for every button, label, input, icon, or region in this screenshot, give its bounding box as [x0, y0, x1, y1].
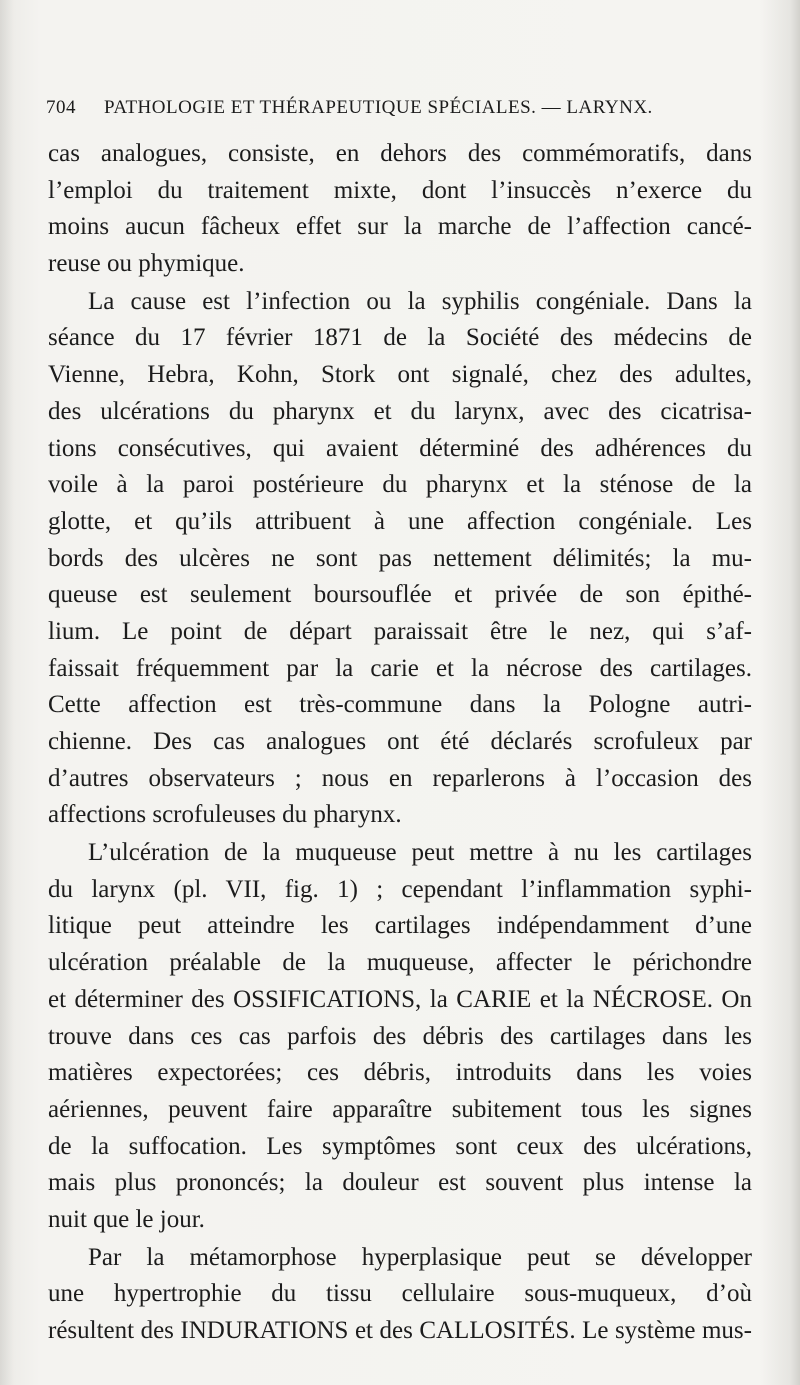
text-line: Par la métamorphose hyperplasique peut se développer	[88, 1243, 752, 1271]
text-line: Cette affection est très-commune dans la Pologne autri-	[48, 691, 752, 719]
text-line: L’ulcération de la muqueuse peut mettre à nu les cartilages	[88, 839, 752, 867]
text-line: mais plus prononcés; la douleur est souvent plus intense la	[48, 1169, 752, 1197]
page-number: 704	[46, 97, 76, 118]
text-line: faissait fréquemment par la carie et la nécrose des cartilages.	[48, 654, 752, 682]
text-line: reuse ou phymique.	[48, 250, 245, 278]
text-line: queuse est seulement boursouflée et privée de son épithé-	[48, 581, 752, 609]
text-line: lium. Le point de départ paraissait être le nez, qui s’af-	[48, 617, 752, 645]
text-line: voile à la paroi postérieure du pharynx et la sténose de la	[48, 471, 752, 499]
text-line: La cause est l’infection ou la syphilis congéniale. Dans la	[88, 287, 752, 315]
text-line: litique peut atteindre les cartilages indépendamment d’une	[48, 912, 752, 940]
text-line: trouve dans ces cas parfois des débris des cartilages dans les	[48, 1022, 752, 1050]
body-text	[48, 136, 752, 1350]
text-line: Vienne, Hebra, Kohn, Stork ont signalé, chez des adultes,	[48, 361, 752, 389]
text-line: et déterminer des OSSIFICATIONS, la CARIE et la NÉCROSE. On	[48, 985, 752, 1013]
text-line: aériennes, peuvent faire apparaître subitement tous les signes	[48, 1095, 752, 1123]
text-line: tions consécutives, qui avaient déterminé des adhérences du	[48, 434, 752, 462]
running-header	[46, 97, 746, 127]
text-line: chienne. Des cas analogues ont été déclarés scrofuleux par	[48, 728, 752, 755]
text-line: des ulcérations du pharynx et du larynx, avec des cicatrisa-	[48, 397, 752, 425]
text-line: une hypertrophie du tissu cellulaire sous-muqueux, d’où	[48, 1280, 752, 1308]
text-line: cas analogues, consiste, en dehors des commémoratifs, dans	[48, 140, 752, 167]
text-line: moins aucun fâcheux effet sur la marche de l’affection cancé-	[48, 213, 752, 241]
text-line: du larynx (pl. VII, fig. 1) ; cependant l’inflammation syphi-	[48, 875, 752, 903]
text-line: nuit que le jour.	[48, 1205, 205, 1233]
text-line: ulcération préalable de la muqueuse, affecter le périchondre	[48, 949, 752, 977]
text-line: bords des ulcères ne sont pas nettement délimités; la mu-	[48, 544, 752, 572]
text-line: glotte, et qu’ils attribuent à une affection congéniale. Les	[48, 507, 752, 535]
text-line: résultent des INDURATIONS et des CALLOSITÉS. Le système mus-	[48, 1317, 752, 1344]
text-line: d’autres observateurs ; nous en reparlerons à l’occasion des	[48, 764, 752, 792]
text-line: affections scrofuleuses du pharynx.	[48, 801, 402, 829]
text-line: matières expectorées; ces débris, introduits dans les voies	[48, 1059, 752, 1087]
running-title: PATHOLOGIE ET THÉRAPEUTIQUE SPÉCIALES. — LARYNX.	[104, 97, 653, 118]
text-line: séance du 17 février 1871 de la Société des médecins de	[48, 324, 752, 352]
text-line: l’emploi du traitement mixte, dont l’insuccès n’exerce du	[48, 176, 752, 204]
text-line: de la suffocation. Les symptômes sont ceux des ulcérations,	[48, 1132, 752, 1160]
